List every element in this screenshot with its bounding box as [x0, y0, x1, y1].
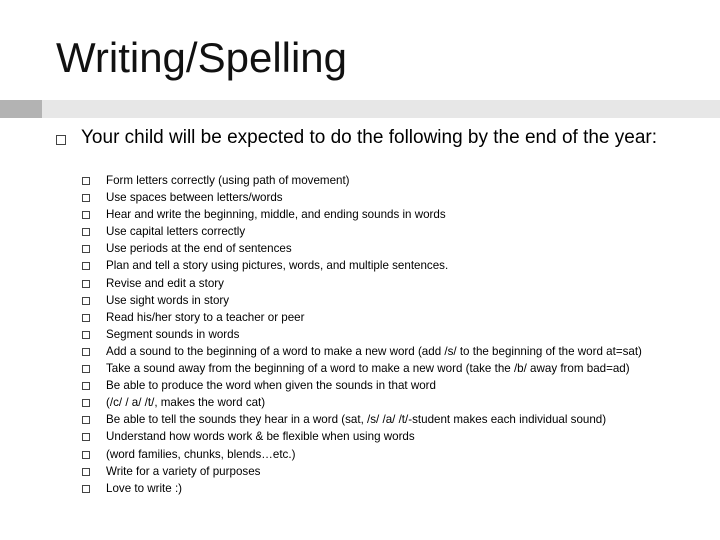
list-item: [82, 172, 702, 189]
square-bullet-icon: [82, 365, 90, 373]
list-item-text: Hear and write the beginning, middle, and ending sounds in words: [106, 208, 446, 222]
list-item: [82, 206, 702, 223]
square-bullet-icon: [82, 451, 90, 459]
list-item: [82, 292, 702, 309]
title-rule-accent: [0, 100, 42, 118]
list-item-text: Use capital letters correctly: [106, 225, 246, 239]
list-item-text: Read his/her story to a teacher or peer: [106, 310, 305, 324]
square-bullet-icon: [82, 194, 90, 202]
list-item-text: Segment sounds in words: [106, 327, 240, 341]
list-item-text: Revise and edit a story: [106, 276, 224, 290]
list-item-text: Use sight words in story: [106, 293, 230, 307]
square-bullet-icon: [82, 399, 90, 407]
square-bullet-icon: [82, 348, 90, 356]
list-item-text: Write for a variety of purposes: [106, 464, 261, 478]
square-bullet-icon: [82, 245, 90, 253]
list-item-text: Form letters correctly (using path of movement): [106, 174, 350, 187]
list-item: [82, 428, 702, 445]
square-bullet-icon: [82, 331, 90, 339]
list-item: [82, 411, 702, 428]
list-item-text: Understand how words work & be flexible when using words: [106, 430, 415, 444]
list-item-text: Use spaces between letters/words: [106, 191, 283, 205]
slide-title: Writing/Spelling: [56, 34, 348, 81]
list-item-text: Add a sound to the beginning of a word to make a new word (add /s/ to the beginning of the word at=sat): [106, 344, 642, 358]
list-item: [82, 240, 702, 257]
list-item: [82, 446, 702, 463]
title-rule: [42, 100, 720, 118]
square-bullet-icon: [82, 314, 90, 322]
list-item: [82, 223, 702, 240]
list-item: [82, 377, 702, 394]
list-item: [82, 257, 702, 274]
list-item: [82, 480, 702, 497]
list-item-text: Be able to tell the sounds they hear in a word (sat, /s/ /a/ /t/-student makes each individual sound): [106, 413, 607, 427]
square-bullet-icon: [82, 262, 90, 270]
list-item: [82, 343, 702, 360]
list-item-text: Love to write :): [106, 481, 183, 495]
square-bullet-icon: [82, 297, 90, 305]
list-item-text: Plan and tell a story using pictures, words, and multiple sentences.: [106, 259, 449, 273]
square-bullet-icon: [82, 485, 90, 493]
list-item: [82, 394, 702, 411]
list-item-text: Take a sound away from the beginning of a word to make a new word (take the /b/ away from bad=ad): [106, 362, 630, 376]
list-item-text: Use periods at the end of sentences: [106, 242, 292, 256]
square-bullet-icon: [82, 433, 90, 441]
square-bullet-icon: [82, 280, 90, 288]
list-item: [82, 189, 702, 206]
intro-bullet: [56, 128, 666, 148]
square-bullet-icon: [82, 211, 90, 219]
list-item-text: (/c/ / a/ /t/, makes the word cat): [106, 396, 266, 410]
square-bullet-icon: [82, 228, 90, 236]
list-item: [82, 360, 702, 377]
intro-text: Your child will be expected to do the following by the end of the year:: [81, 127, 658, 148]
list-item: [82, 309, 702, 326]
square-bullet-icon: [82, 468, 90, 476]
expectations-list: [82, 172, 702, 497]
list-item-text: (word families, chunks, blends…etc.): [106, 447, 296, 461]
list-item: [82, 463, 702, 480]
list-item: [82, 326, 702, 343]
square-bullet-icon: [82, 382, 90, 390]
list-item-text: Be able to produce the word when given the sounds in that word: [106, 379, 436, 393]
square-bullet-icon: [82, 416, 90, 424]
square-bullet-icon: [82, 177, 90, 185]
square-bullet-icon: [56, 135, 66, 145]
list-item: [82, 275, 702, 292]
